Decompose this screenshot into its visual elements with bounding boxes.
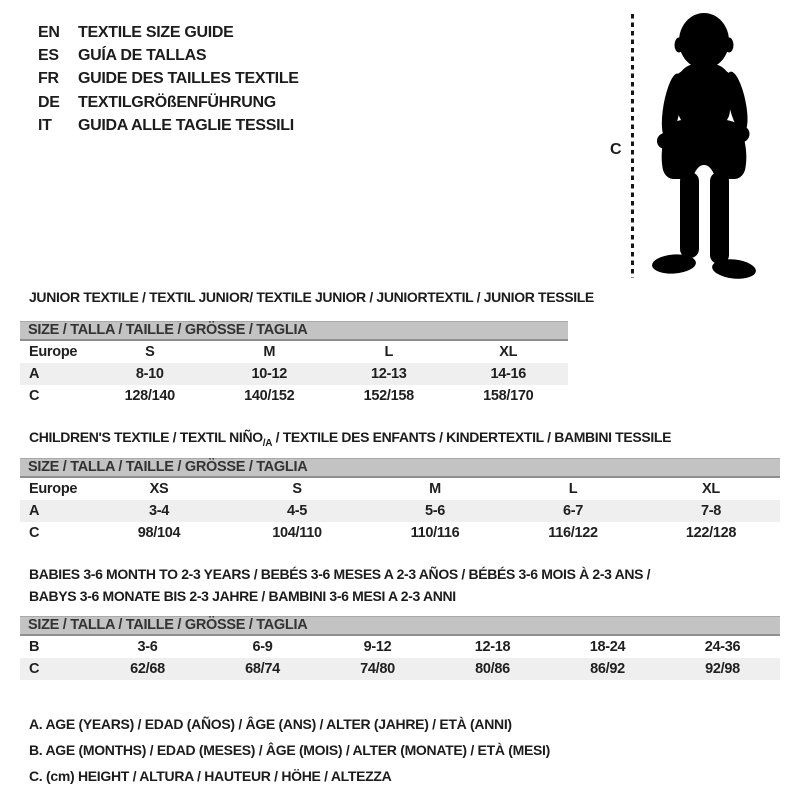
- height-cell: 116/122: [548, 525, 598, 541]
- row-label: C: [29, 661, 40, 677]
- age-cell: 6-7: [562, 503, 584, 519]
- age-cell: 3-4: [148, 503, 170, 519]
- lang-row-de: [38, 91, 299, 114]
- height-cell: 104/110: [272, 525, 322, 541]
- months-cell: 12-18: [474, 639, 511, 655]
- table-row-height: [20, 658, 780, 680]
- row-label: Europe: [29, 344, 78, 360]
- lang-title: TEXTILE SIZE GUIDE: [78, 23, 234, 41]
- lang-code: DE: [38, 93, 60, 111]
- height-cell: 86/92: [590, 661, 625, 677]
- age-cell: 8-10: [135, 366, 164, 382]
- age-cell: 12-13: [370, 366, 407, 382]
- footnote-a: A. AGE (YEARS) / EDAD (AÑOS) / ÂGE (ANS) / ALTER (JAHRE) / ETÀ (ANNI): [29, 716, 512, 732]
- lang-code: ES: [38, 47, 59, 65]
- section-title-babies: [29, 564, 650, 607]
- lang-row-es: [38, 44, 299, 67]
- row-label: A: [29, 366, 40, 382]
- height-cell: 92/98: [705, 661, 740, 677]
- size-cell: XL: [702, 481, 720, 497]
- table-row-age: [20, 500, 780, 522]
- row-label: C: [29, 388, 40, 404]
- row-label: B: [29, 639, 40, 655]
- lang-code: EN: [38, 23, 60, 41]
- size-cell: S: [292, 481, 302, 497]
- title-part: / TEXTILE DES ENFANTS / KINDERTEXTIL / BAMBINI TESSILE: [272, 429, 672, 445]
- table-row-europe: [20, 341, 568, 363]
- age-cell: 7-8: [700, 503, 722, 519]
- height-cell: 140/152: [244, 388, 295, 404]
- lang-title: GUÍA DE TALLAS: [78, 47, 207, 65]
- footnote-c: C. (cm) HEIGHT / ALTURA / HAUTEUR / HÖHE / ALTEZZA: [29, 768, 392, 784]
- size-table-babies: [20, 616, 780, 680]
- size-header-bar: SIZE / TALLA / TAILLE / GRÖSSE / TAGLIA: [20, 321, 568, 341]
- section-title-children: [29, 429, 671, 449]
- lang-row-fr: [38, 68, 299, 91]
- size-table-junior: [20, 321, 568, 407]
- height-cell: 128/140: [124, 388, 175, 404]
- age-cell: 5-6: [424, 503, 446, 519]
- size-cell: L: [568, 481, 578, 497]
- lang-row-en: [38, 21, 299, 44]
- title-subscript: /A: [262, 437, 273, 449]
- age-cell: 10-12: [251, 366, 288, 382]
- title-line-1: BABIES 3-6 MONTH TO 2-3 YEARS / BEBÉS 3-6 MESES A 2-3 AÑOS / BÉBÉS 3-6 MOIS À 2-3 ANS /: [29, 566, 651, 582]
- height-cell: 68/74: [245, 661, 280, 677]
- age-cell: 14-16: [490, 366, 527, 382]
- height-cell: 98/104: [137, 525, 181, 541]
- size-header-bar: SIZE / TALLA / TAILLE / GRÖSSE / TAGLIA: [20, 616, 780, 636]
- lang-title: TEXTILGRÖßENFÜHRUNG: [78, 93, 276, 111]
- lang-title: GUIDE DES TAILLES TEXTILE: [78, 70, 299, 88]
- row-label: Europe: [29, 481, 78, 497]
- size-cell: M: [263, 344, 276, 360]
- table-row-age: [20, 363, 568, 385]
- lang-title: GUIDA ALLE TAGLIE TESSILI: [78, 117, 294, 135]
- size-table-children: [20, 458, 780, 544]
- size-cell: XS: [149, 481, 169, 497]
- lang-row-it: [38, 115, 299, 138]
- section-title-junior: JUNIOR TEXTILE / TEXTIL JUNIOR/ TEXTILE JUNIOR / JUNIORTEXTIL / JUNIOR TESSILE: [29, 289, 594, 305]
- months-cell: 6-9: [252, 639, 273, 655]
- height-cell: 74/80: [360, 661, 395, 677]
- row-label: A: [29, 503, 40, 519]
- table-row-height: [20, 522, 780, 544]
- language-title-list: [38, 21, 299, 138]
- height-cell: 158/170: [483, 388, 534, 404]
- size-cell: L: [384, 344, 394, 360]
- table-row-europe: [20, 478, 780, 500]
- height-cell: 62/68: [130, 661, 165, 677]
- height-cell: 122/128: [685, 525, 737, 541]
- title-part: CHILDREN'S TEXTILE / TEXTIL NIÑO: [29, 429, 263, 445]
- height-cell: 110/116: [410, 525, 460, 541]
- months-cell: 3-6: [137, 639, 158, 655]
- months-cell: 18-24: [589, 639, 626, 655]
- footnotes: [29, 711, 550, 789]
- age-cell: 4-5: [286, 503, 308, 519]
- table-row-months: [20, 636, 780, 658]
- row-label: C: [29, 525, 40, 541]
- height-figure: [600, 0, 800, 290]
- lang-code: FR: [38, 70, 59, 88]
- toddler-silhouette-icon: [642, 8, 772, 282]
- size-cell: M: [429, 481, 441, 497]
- size-header-bar: SIZE / TALLA / TAILLE / GRÖSSE / TAGLIA: [20, 458, 780, 478]
- height-cell: 80/86: [475, 661, 510, 677]
- size-cell: S: [145, 344, 155, 360]
- lang-code: IT: [38, 117, 52, 135]
- months-cell: 9-12: [363, 639, 392, 655]
- height-measure-label: C: [610, 141, 622, 158]
- title-line-2: BABYS 3-6 MONATE BIS 2-3 JAHRE / BAMBINI 3-6 MESI A 2-3 ANNI: [29, 587, 456, 604]
- table-row-height: [20, 385, 568, 407]
- height-cell: 152/158: [363, 388, 414, 404]
- height-dotted-line-icon: [631, 14, 634, 278]
- size-cell: XL: [499, 344, 518, 360]
- footnote-b: B. AGE (MONTHS) / EDAD (MESES) / ÂGE (MOIS) / ALTER (MONATE) / ETÀ (MESI): [29, 742, 550, 758]
- months-cell: 24-36: [704, 639, 741, 655]
